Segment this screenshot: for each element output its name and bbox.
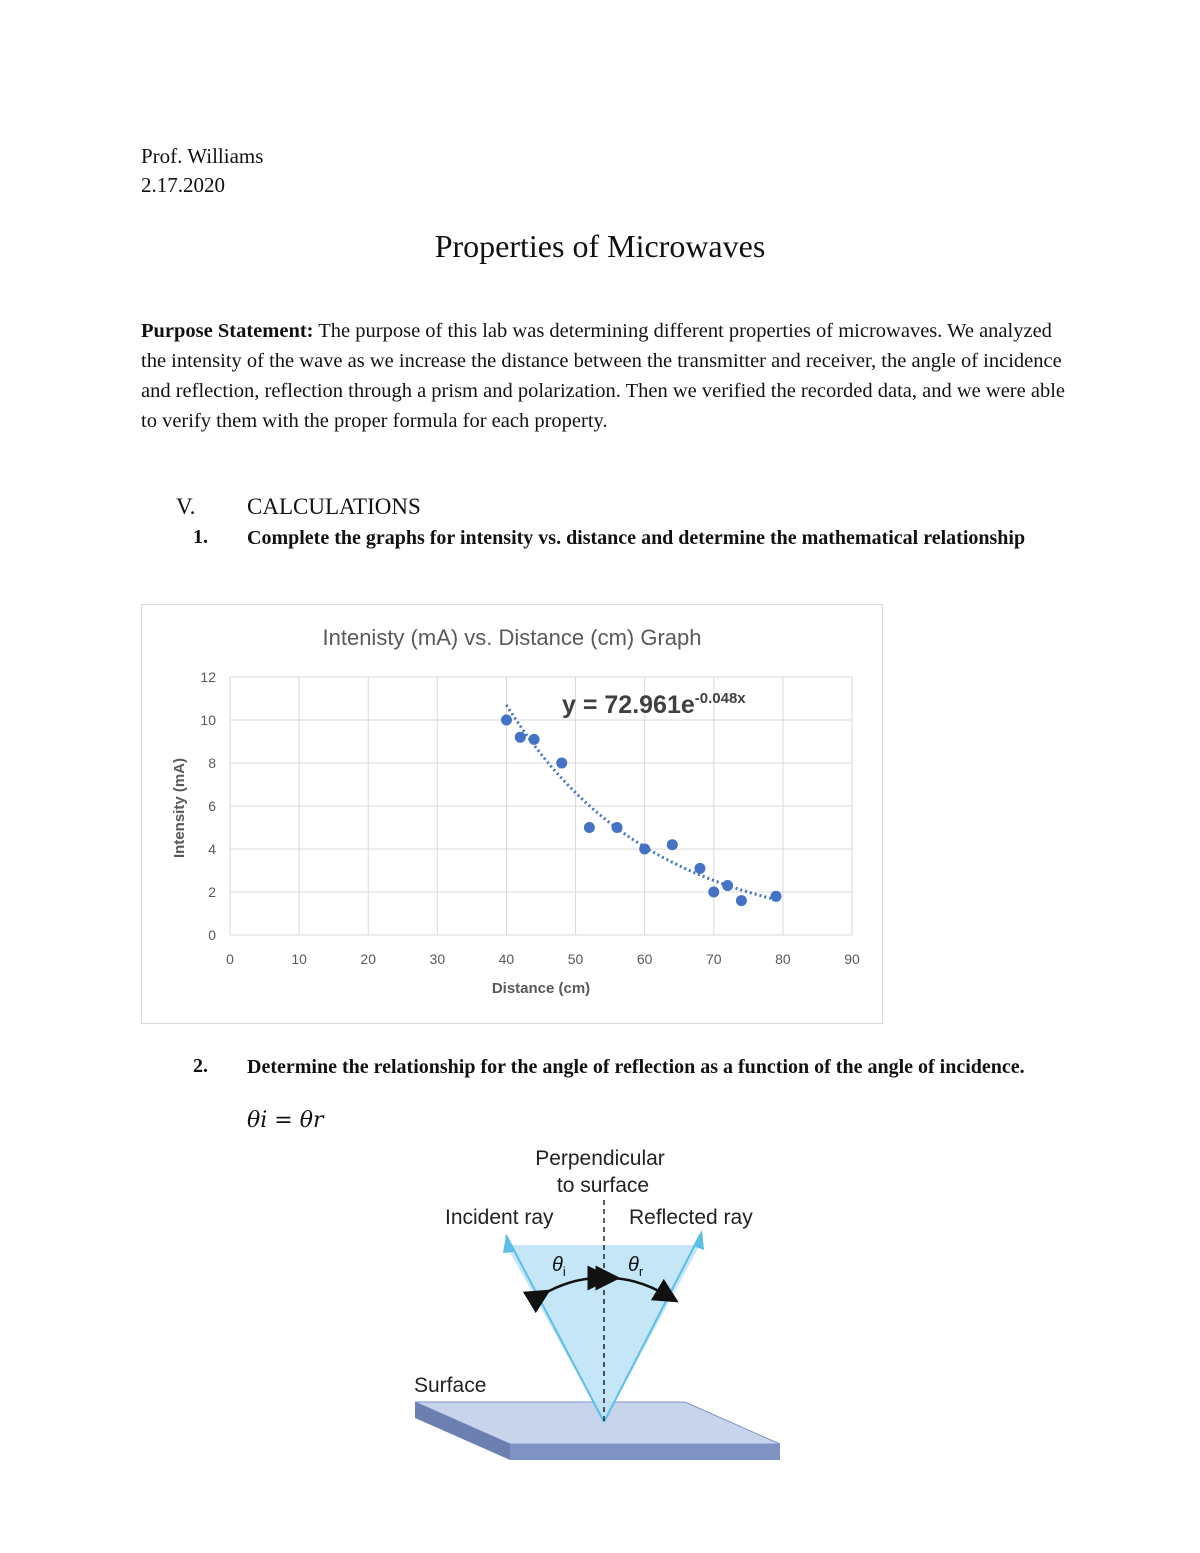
incident-ray-label: Incident ray bbox=[445, 1206, 554, 1229]
reflected-ray-label: Reflected ray bbox=[629, 1206, 753, 1229]
chart-svg bbox=[142, 605, 882, 1023]
purpose-text: The purpose of this lab was determining different properties of microwaves. We analyzed the intensity of the wave as we increase the distance between the transmitter and receiver, the angle of incidence and reflection, reflection through a prism and polarization. Then we verified the recorded data, and we were able to verify them with the proper formula for each property. bbox=[141, 320, 1066, 432]
x-tick-label: 30 bbox=[429, 951, 446, 967]
surface-label: Surface bbox=[414, 1374, 487, 1397]
purpose-statement bbox=[141, 316, 1066, 436]
theta-r-subscript: r bbox=[638, 1264, 644, 1279]
equation-exponent: -0.048x bbox=[694, 690, 746, 707]
x-tick-label: 0 bbox=[226, 951, 234, 967]
surface-front bbox=[510, 1444, 780, 1460]
data-point bbox=[694, 863, 705, 874]
perpendicular-label-line2: to surface bbox=[556, 1174, 650, 1197]
reflection-formula: θi = θr bbox=[247, 1108, 324, 1133]
chart-title: Intenisty (mA) vs. Distance (cm) Graph bbox=[322, 625, 702, 650]
data-point bbox=[556, 758, 567, 769]
data-point bbox=[736, 895, 747, 906]
x-tick-label: 80 bbox=[775, 951, 791, 967]
x-tick-label: 40 bbox=[498, 951, 515, 967]
data-point bbox=[667, 839, 678, 850]
x-tick-label: 60 bbox=[636, 951, 653, 967]
y-tick-label: 0 bbox=[208, 927, 216, 943]
reflection-diagram bbox=[410, 1140, 790, 1470]
x-tick-label: 50 bbox=[567, 951, 584, 967]
perpendicular-label-line1: Perpendicular bbox=[535, 1147, 665, 1170]
data-point bbox=[501, 715, 512, 726]
data-point bbox=[584, 822, 595, 833]
chart-points bbox=[501, 715, 782, 907]
y-tick-label: 2 bbox=[208, 884, 216, 900]
data-point bbox=[612, 822, 623, 833]
y-tick-label: 12 bbox=[200, 669, 216, 685]
y-tick-label: 6 bbox=[208, 798, 216, 814]
question-2-number: 2. bbox=[193, 1055, 208, 1077]
theta-i-symbol: θ bbox=[552, 1254, 563, 1276]
chart-gridlines bbox=[230, 677, 852, 935]
data-point bbox=[515, 732, 526, 743]
x-tick-label: 20 bbox=[360, 951, 377, 967]
question-1-number: 1. bbox=[193, 526, 208, 548]
author-name: Prof. Williams bbox=[141, 144, 264, 168]
trendline-path bbox=[506, 705, 776, 900]
y-tick-label: 8 bbox=[208, 755, 216, 771]
x-tick-label: 10 bbox=[291, 951, 307, 967]
report-date: 2.17.2020 bbox=[141, 173, 225, 197]
question-2-text: Determine the relationship for the angle of reflection as a function of the angle of incidence. bbox=[247, 1056, 1025, 1078]
chart-equation bbox=[562, 690, 746, 719]
data-point bbox=[770, 891, 781, 902]
y-tick-label: 4 bbox=[208, 841, 216, 857]
angle-region bbox=[506, 1245, 700, 1422]
reflection-diagram-svg bbox=[410, 1140, 790, 1465]
chart-ylabel: Intensity (mA) bbox=[171, 757, 188, 859]
data-point bbox=[722, 880, 733, 891]
x-tick-label: 90 bbox=[844, 951, 860, 967]
equation-base: y = 72.961e bbox=[562, 691, 695, 719]
chart-xlabel: Distance (cm) bbox=[491, 980, 591, 997]
section-heading: CALCULATIONS bbox=[247, 494, 421, 519]
purpose-label: Purpose Statement: bbox=[141, 320, 314, 342]
y-tick-label: 10 bbox=[200, 712, 216, 728]
chart-trendline bbox=[506, 705, 776, 900]
section-numeral: V. bbox=[176, 494, 196, 519]
theta-r-symbol: θ bbox=[628, 1254, 639, 1276]
theta-i-subscript: i bbox=[562, 1264, 566, 1279]
data-point bbox=[639, 844, 650, 855]
question-1-text: Complete the graphs for intensity vs. distance and determine the mathematical relationship bbox=[247, 527, 1026, 549]
intensity-chart bbox=[141, 604, 883, 1024]
x-tick-label: 70 bbox=[705, 951, 722, 967]
data-point bbox=[529, 734, 540, 745]
data-point bbox=[708, 887, 719, 898]
page-title: Properties of Microwaves bbox=[434, 228, 766, 264]
